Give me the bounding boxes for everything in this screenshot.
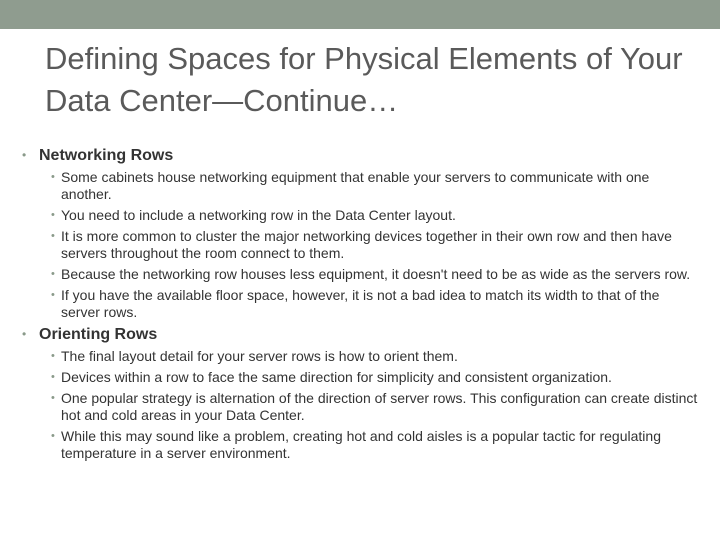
bullet-list — [20, 169, 700, 321]
bullet-icon: • — [51, 371, 55, 383]
list-item-text: You need to include a networking row in the Data Center layout. — [61, 207, 456, 223]
list-item-text: If you have the available floor space, however, it is not a bad idea to match its width to that of the server rows. — [61, 287, 660, 320]
list-item — [51, 390, 700, 424]
bullet-icon: • — [51, 392, 55, 404]
list-item-text: Because the networking row houses less equipment, it doesn't need to be as wide as the servers row. — [61, 266, 691, 282]
slide-body — [20, 146, 700, 466]
list-item-text: The final layout detail for your server rows is how to orient them. — [61, 348, 458, 364]
bullet-icon: • — [51, 171, 55, 183]
section-heading: • Orienting Rows — [20, 325, 700, 344]
list-item — [51, 169, 700, 203]
slide-title: Defining Spaces for Physical Elements of Your Data Center—Continue… — [45, 41, 683, 118]
list-item — [51, 228, 700, 262]
list-item-text: Some cabinets house networking equipment that enable your servers to communicate with one another. — [61, 169, 650, 202]
list-item — [51, 207, 700, 224]
list-item-text: While this may sound like a problem, creating hot and cold aisles is a popular tactic for regulating temperature in a server environment. — [61, 428, 661, 461]
list-item — [51, 348, 700, 365]
list-item — [51, 369, 700, 386]
bullet-icon: • — [51, 268, 55, 280]
bullet-icon: • — [51, 350, 55, 362]
section-networking-rows — [20, 146, 700, 321]
bullet-icon: • — [51, 289, 55, 301]
section-heading: • Networking Rows — [20, 146, 700, 165]
header-bar — [0, 0, 720, 29]
section-orienting-rows — [20, 325, 700, 462]
bullet-list — [20, 348, 700, 462]
list-item-text: One popular strategy is alternation of the direction of server rows. This configuration can create distinct hot and cold areas in your Data Center. — [61, 390, 698, 423]
bullet-icon: • — [51, 430, 55, 442]
list-item — [51, 428, 700, 462]
bullet-icon: • — [51, 209, 55, 221]
bullet-icon: • — [51, 230, 55, 242]
list-item-text: It is more common to cluster the major networking devices together in their own row and then have servers throughout the room connect to them. — [61, 228, 672, 261]
list-item — [51, 287, 700, 321]
list-item-text: Devices within a row to face the same direction for simplicity and consistent organization. — [61, 369, 612, 385]
list-item — [51, 266, 700, 283]
